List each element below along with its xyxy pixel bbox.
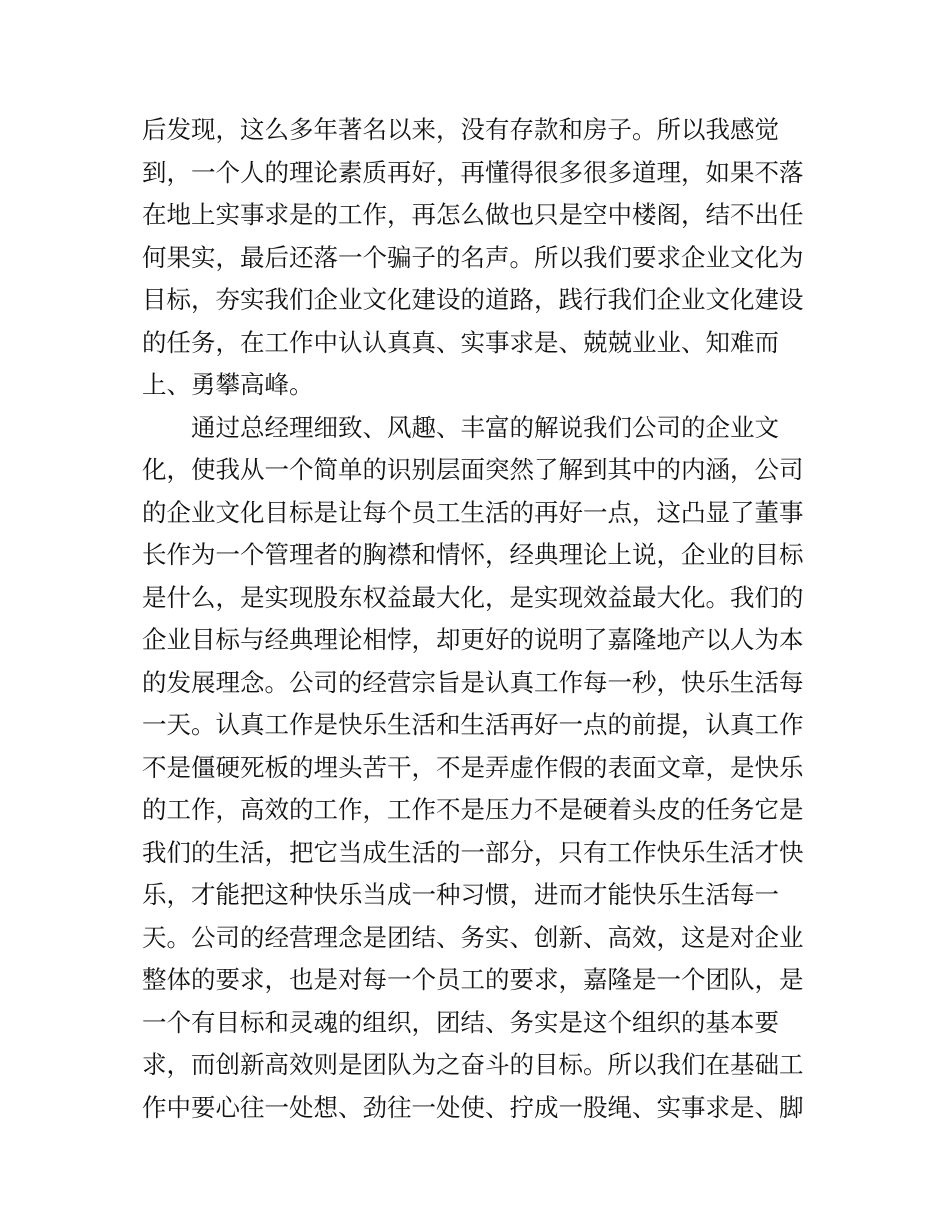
- text-line: 的任务，在工作中认认真真、实事求是、兢兢业业、知难而: [142, 327, 779, 357]
- text-line: 上、勇攀高峰。: [142, 370, 314, 399]
- text-line: 一个有目标和灵魂的组织，团结、务实是这个组织的基本要: [142, 1007, 779, 1037]
- text-line: 整体的要求，也是对每一个员工的要求，嘉隆是一个团队，是: [142, 965, 804, 994]
- text-line: 在地上实事求是的工作，再怎么做也只是空中楼阁，结不出任: [142, 200, 804, 229]
- text-line: 是什么，是实现股东权益最大化，是实现效益最大化。我们的: [142, 582, 804, 612]
- text-line: 后发现，这么多年著名以来，没有存款和房子。所以我感觉: [142, 115, 779, 144]
- text-line: 作中要心往一处想、劲往一处使、拧成一股绳、实事求是、脚: [142, 1092, 804, 1122]
- text-line: 长作为一个管理者的胸襟和情怀，经典理论上说，企业的目标: [142, 540, 804, 569]
- text-line: 我们的生活，把它当成生活的一部分，只有工作快乐生活才快: [142, 837, 804, 867]
- text-line: 乐，才能把这种快乐当成一种习惯，进而才能快乐生活每一: [142, 880, 779, 909]
- text-line: 化，使我从一个简单的识别层面突然了解到其中的内涵，公司: [142, 455, 804, 484]
- text-line: 一天。认真工作是快乐生活和生活再好一点的前提，认真工作: [142, 710, 804, 739]
- text-line: 天。公司的经营理念是团结、务实、创新、高效，这是对企业: [142, 922, 804, 952]
- text-line: 何果实，最后还落一个骗子的名声。所以我们要求企业文化为: [142, 242, 804, 272]
- text-line: 目标，夯实我们企业文化建设的道路，践行我们企业文化建设: [142, 285, 804, 314]
- text-line: 不是僵硬死板的埋头苦干，不是弄虚作假的表面文章，是快乐: [142, 752, 804, 782]
- body-text: [142, 109, 822, 1129]
- text-line: 求，而创新高效则是团队为之奋斗的目标。所以我们在基础工: [142, 1050, 804, 1079]
- paragraph-start-line: 通过总经理细致、风趣、丰富的解说我们公司的企业文: [191, 412, 779, 442]
- text-line: 的工作，高效的工作，工作不是压力不是硬着头皮的任务它是: [142, 795, 804, 824]
- text-line: 企业目标与经典理论相悖，却更好的说明了嘉隆地产以人为本: [142, 625, 804, 654]
- text-line: 的发展理念。公司的经营宗旨是认真工作每一秒，快乐生活每: [142, 667, 804, 697]
- text-line: 的企业文化目标是让每个员工生活的再好一点，这凸显了董事: [142, 497, 804, 527]
- text-line: 到，一个人的理论素质再好，再懂得很多很多道理，如果不落: [142, 157, 804, 187]
